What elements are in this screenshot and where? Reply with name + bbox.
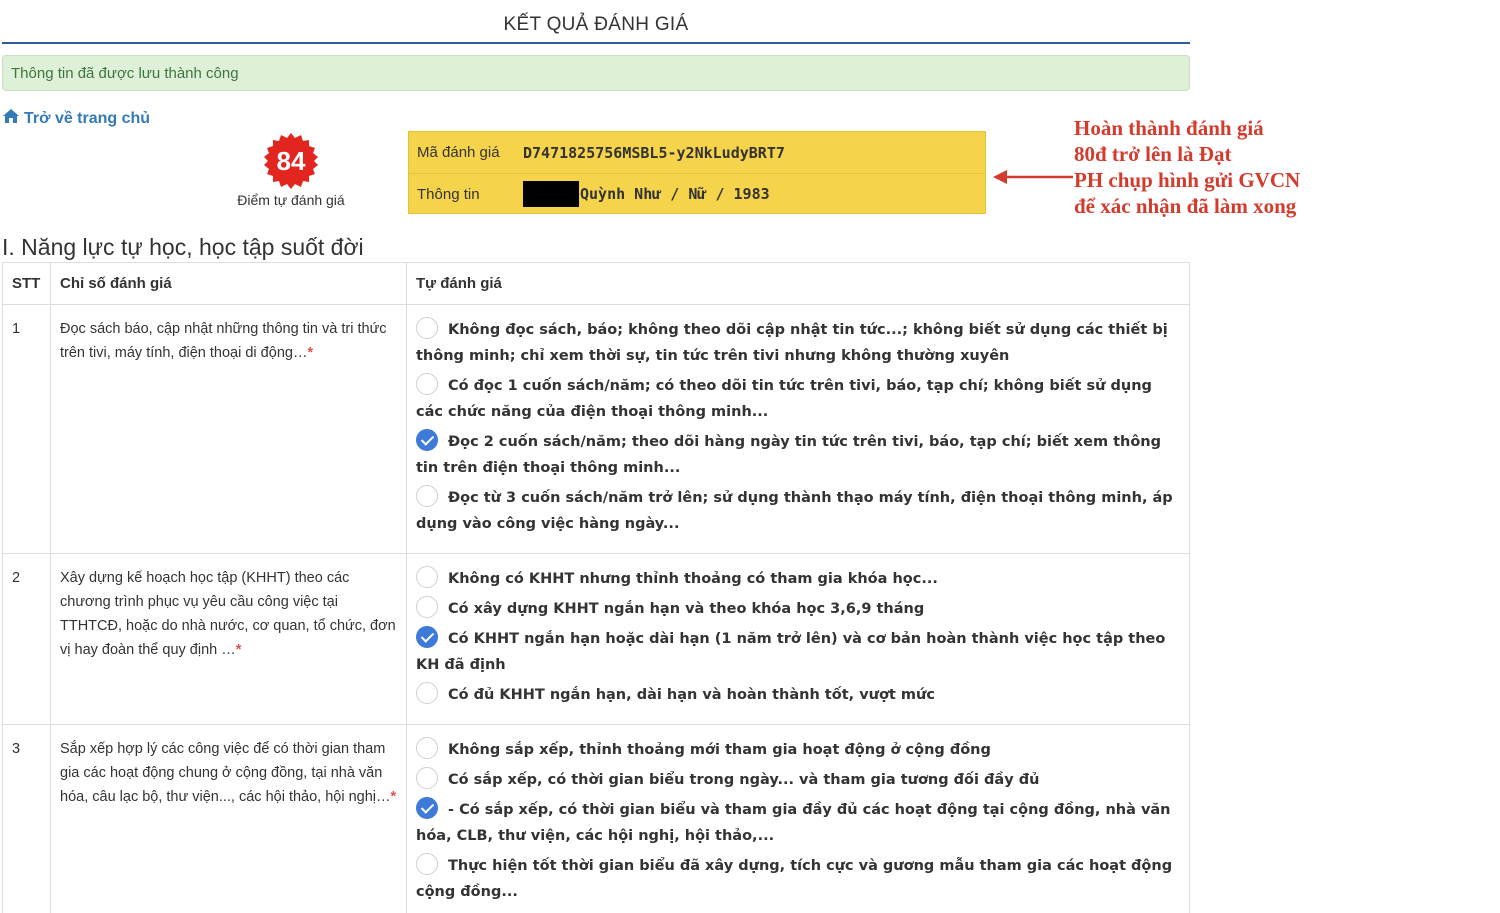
- radio-button[interactable]: [416, 682, 438, 704]
- assessment-info-box: [408, 131, 986, 214]
- row-stt: 3: [3, 725, 51, 913]
- score-label: Điểm tự đánh giá: [237, 192, 345, 208]
- option[interactable]: [416, 767, 1180, 793]
- indicator-text: Xây dựng kế hoạch học tập (KHHT) theo các chương trình phục vụ yêu cầu công việc tại TTHTCĐ, hoặc do nhà nước, cơ quan, tổ chức, đơn vị hay đoàn thể quy định …: [60, 570, 396, 658]
- row-stt: 2: [3, 554, 51, 725]
- section-title: I. Năng lực tự học, học tập suốt đời: [2, 234, 364, 260]
- code-value: D7471825756MSBL5-y2NkLudyBRT7: [523, 143, 785, 162]
- assessment-table: [2, 262, 1190, 913]
- option-text: Có đủ KHHT ngắn hạn, dài hạn và hoàn thành tốt, vượt mức: [448, 687, 935, 703]
- annotation-arrow-icon: [993, 168, 1073, 186]
- indicator-text: Sắp xếp hợp lý các công việc để có thời gian tham gia các hoạt động chung ở cộng đồng, tại nhà văn hóa, câu lạc bộ, thư viện..., các hội thảo, hội nghị…: [60, 741, 391, 805]
- option-text: Có đọc 1 cuốn sách/năm; có theo dõi tin tức trên tivi, báo, tạp chí; không biết sử dụng các chức năng của điện thoại thông minh...: [416, 378, 1152, 420]
- column-header-self-assessment: Tự đánh giá: [407, 263, 1190, 305]
- table-row: [3, 725, 1190, 913]
- page-title: KẾT QUẢ ĐÁNH GIÁ: [503, 14, 689, 35]
- row-indicator: [51, 305, 407, 554]
- option-text: Có KHHT ngắn hạn hoặc dài hạn (1 năm trở lên) và cơ bản hoàn thành việc học tập theo KH đã định: [416, 631, 1166, 673]
- option-text: Đọc 2 cuốn sách/năm; theo dõi hàng ngày tin tức trên tivi, báo, tạp chí; biết xem thông tin trên điện thoại thông minh...: [416, 434, 1162, 476]
- required-marker: *: [307, 345, 314, 361]
- info-value: Quỳnh Như / Nữ / 1983: [580, 185, 770, 203]
- annotation-note: [1074, 115, 1300, 219]
- radio-button[interactable]: [416, 373, 438, 395]
- info-value-wrap: [523, 181, 770, 207]
- info-row: [409, 173, 985, 214]
- radio-button[interactable]: [416, 797, 438, 819]
- annotation-line: Hoàn thành đánh giá: [1074, 116, 1264, 140]
- table-row: [3, 554, 1190, 725]
- row-indicator: [51, 554, 407, 725]
- score-value: 84: [276, 146, 306, 176]
- redacted-name: [523, 181, 579, 207]
- info-label: Thông tin: [417, 185, 480, 203]
- option-text: Thực hiện tốt thời gian biểu đã xây dựng, tích cực và gương mẫu tham gia các hoạt động cộng đồng...: [416, 858, 1173, 900]
- title-divider: [2, 42, 1190, 44]
- annotation-line: để xác nhận đã làm xong: [1074, 194, 1297, 218]
- radio-button[interactable]: [416, 317, 438, 339]
- score-panel: [226, 132, 356, 208]
- radio-button[interactable]: [416, 853, 438, 875]
- radio-button[interactable]: [416, 767, 438, 789]
- table-row: [3, 305, 1190, 554]
- option-text: Đọc từ 3 cuốn sách/năm trở lên; sử dụng thành thạo máy tính, điện thoại thông minh, áp dụng vào công việc hàng ngày...: [416, 490, 1173, 532]
- option-text: Không có KHHT nhưng thỉnh thoảng có tham gia khóa học...: [448, 571, 938, 587]
- radio-button[interactable]: [416, 626, 438, 648]
- required-marker: *: [390, 789, 397, 805]
- table-header-row: [3, 263, 1190, 305]
- score-badge: [262, 132, 320, 190]
- option-text: Có sắp xếp, có thời gian biểu trong ngày... và tham gia tương đối đầy đủ: [448, 772, 1040, 788]
- annotation-line: PH chụp hình gửi GVCN: [1074, 168, 1301, 192]
- radio-button[interactable]: [416, 737, 438, 759]
- option[interactable]: [416, 485, 1180, 537]
- option[interactable]: [416, 682, 1180, 708]
- success-alert: Thông tin đã được lưu thành công: [2, 55, 1190, 91]
- home-icon: [3, 109, 19, 128]
- option[interactable]: [416, 317, 1180, 369]
- option[interactable]: [416, 566, 1180, 592]
- row-options: [407, 554, 1190, 725]
- home-link[interactable]: [3, 109, 150, 128]
- radio-button[interactable]: [416, 596, 438, 618]
- option[interactable]: [416, 853, 1180, 905]
- code-label: Mã đánh giá: [417, 144, 500, 161]
- option[interactable]: [416, 596, 1180, 622]
- row-stt: 1: [3, 305, 51, 554]
- required-marker: *: [235, 642, 242, 658]
- row-indicator: [51, 725, 407, 913]
- annotation-line: 80đ trở lên là Đạt: [1074, 142, 1232, 166]
- row-options: [407, 725, 1190, 913]
- option-text: - Có sắp xếp, có thời gian biểu và tham gia đầy đủ các hoạt động tại cộng đồng, nhà văn hóa, CLB, thư viện, các hội nghị, hội thảo,...: [416, 802, 1171, 844]
- option[interactable]: [416, 373, 1180, 425]
- column-header-stt: STT: [3, 263, 51, 305]
- option-text: Không sắp xếp, thỉnh thoảng mới tham gia hoạt động ở cộng đồng: [448, 742, 991, 758]
- code-row: [409, 132, 985, 173]
- option[interactable]: [416, 626, 1180, 678]
- radio-button[interactable]: [416, 429, 438, 451]
- column-header-indicator: Chỉ số đánh giá: [51, 263, 407, 305]
- radio-button[interactable]: [416, 485, 438, 507]
- radio-button[interactable]: [416, 566, 438, 588]
- option[interactable]: [416, 429, 1180, 481]
- indicator-text: Đọc sách báo, cập nhật những thông tin và tri thức trên tivi, máy tính, điện thoại di động…: [60, 321, 387, 361]
- home-link-label: Trở về trang chủ: [24, 109, 151, 127]
- option-text: Không đọc sách, báo; không theo dõi cập nhật tin tức...; không biết sử dụng các thiết bị thông minh; chỉ xem thời sự, tin tức trên tivi nhưng không thường xuyên: [416, 322, 1168, 364]
- option[interactable]: [416, 797, 1180, 849]
- option[interactable]: [416, 737, 1180, 763]
- option-text: Có xây dựng KHHT ngắn hạn và theo khóa học 3,6,9 tháng: [448, 601, 925, 617]
- row-options: [407, 305, 1190, 554]
